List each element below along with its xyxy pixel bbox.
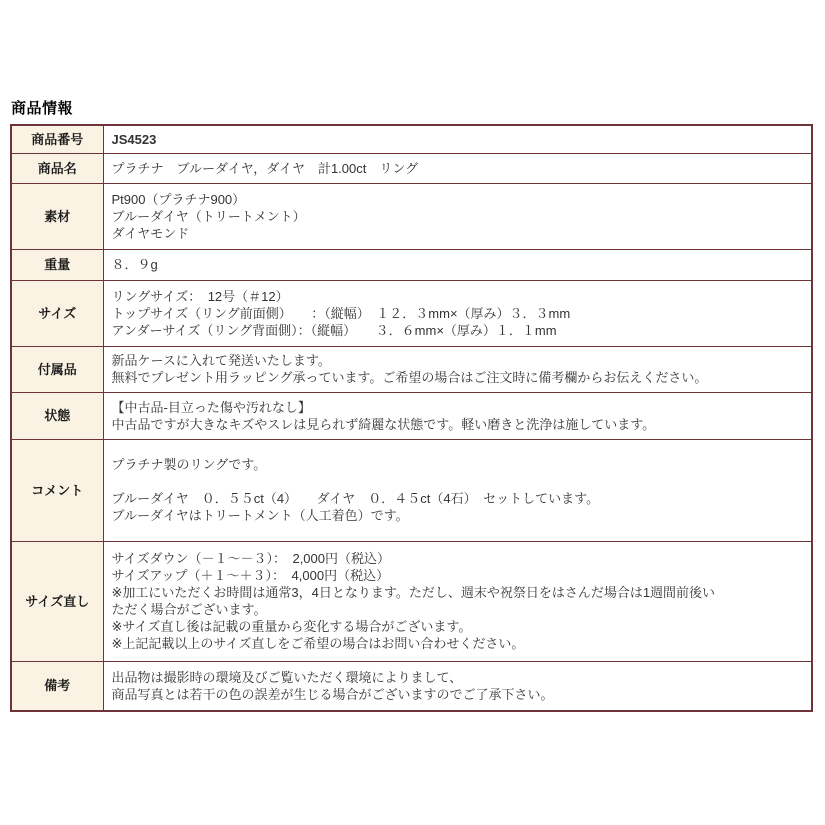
table-row	[11, 541, 812, 661]
value-line: 商品写真とは若干の色の誤差が生じる場合がございますのでご了承下さい。	[111, 686, 554, 702]
row-value	[103, 280, 812, 346]
value-line: 無料でプレゼント用ラッピング承っています。ご希望の場合はご注文時に備考欄からお伝えください。	[111, 370, 708, 385]
value-line: ※上記記載以上のサイズ直しをご希望の場合はお問い合わせください。	[111, 636, 525, 651]
row-value	[103, 249, 812, 280]
row-label: 重量	[11, 249, 103, 280]
value-line: ブルーダイヤはトリートメント（人工着色）です。	[111, 508, 409, 523]
row-value	[103, 392, 812, 439]
row-value	[103, 661, 812, 711]
table-row	[11, 392, 812, 439]
table-row	[11, 439, 812, 541]
row-label: サイズ	[11, 280, 103, 346]
value-line	[112, 473, 804, 490]
value-line: アンダーサイズ（リング背面側）：（縦幅） ３．６mm×（厚み）１．１mm	[111, 322, 557, 338]
row-value	[103, 346, 812, 392]
value-line: ８．９g	[111, 257, 158, 272]
page-title: 商品情報	[11, 100, 74, 117]
product-table-body	[11, 125, 812, 711]
value-line: 新品ケースに入れて発送いたします。	[111, 353, 331, 368]
row-label: 付属品	[11, 346, 103, 392]
value-line: Pt900（プラチナ900）	[111, 191, 246, 207]
product-info-table	[10, 124, 813, 712]
table-row	[11, 346, 812, 392]
row-label: 状態	[11, 392, 103, 439]
value-line: JS4523	[111, 131, 157, 147]
value-line: ※サイズ直し後は記載の重量から変化する場合がございます。	[111, 619, 472, 634]
value-line: リングサイズ： 12号（＃12）	[111, 288, 289, 304]
value-line: ブルーダイヤ ０．５５ct（4） ダイヤ ０．４５ct（4石） セットしています。	[111, 491, 600, 506]
table-row	[11, 249, 812, 280]
value-line: トップサイズ（リング前面側） ：（縦幅） １２．３mm×（厚み）３．３mm	[111, 305, 571, 321]
row-label: コメント	[11, 439, 103, 541]
table-row	[11, 125, 812, 153]
table-row	[11, 153, 812, 183]
value-line: プラチナ製のリングです。	[111, 457, 267, 472]
value-line: ※加工にいただくお時間は通常3，4日となります。ただし、週末や祝祭日をはさんだ場合は1週間前後い	[111, 585, 716, 600]
value-line: 中古品ですが大きなキズやスレは見られず綺麗な状態です。軽い磨きと洗浄は施しています。	[111, 416, 656, 432]
value-line: プラチナ ブルーダイヤ，ダイヤ 計1.00ct リング	[111, 160, 419, 176]
row-label: サイズ直し	[11, 541, 103, 661]
value-line: 【中古品-目立った傷や汚れなし】	[111, 399, 311, 415]
row-value	[103, 153, 812, 183]
row-label: 商品名	[11, 153, 103, 183]
row-label: 備考	[11, 661, 103, 711]
value-line: サイズアップ（＋１～＋３）： 4,000円（税込）	[111, 568, 390, 583]
value-line: ブルーダイヤ（トリートメント）	[111, 208, 306, 224]
table-row	[11, 183, 812, 249]
value-line: ただく場合がございます。	[111, 602, 267, 617]
row-value	[103, 439, 812, 541]
value-line: 出品物は撮影時の環境及びご覧いただく環境によりまして、	[111, 669, 463, 685]
row-value	[103, 541, 812, 661]
row-label: 商品番号	[11, 125, 103, 153]
row-value	[103, 125, 812, 153]
value-line: ダイヤモンド	[111, 225, 190, 241]
row-value	[103, 183, 812, 249]
table-row	[11, 661, 812, 711]
row-label: 素材	[11, 183, 103, 249]
value-line: サイズダウン（－１～－３）： 2,000円（税込）	[111, 551, 390, 566]
table-row	[11, 280, 812, 346]
